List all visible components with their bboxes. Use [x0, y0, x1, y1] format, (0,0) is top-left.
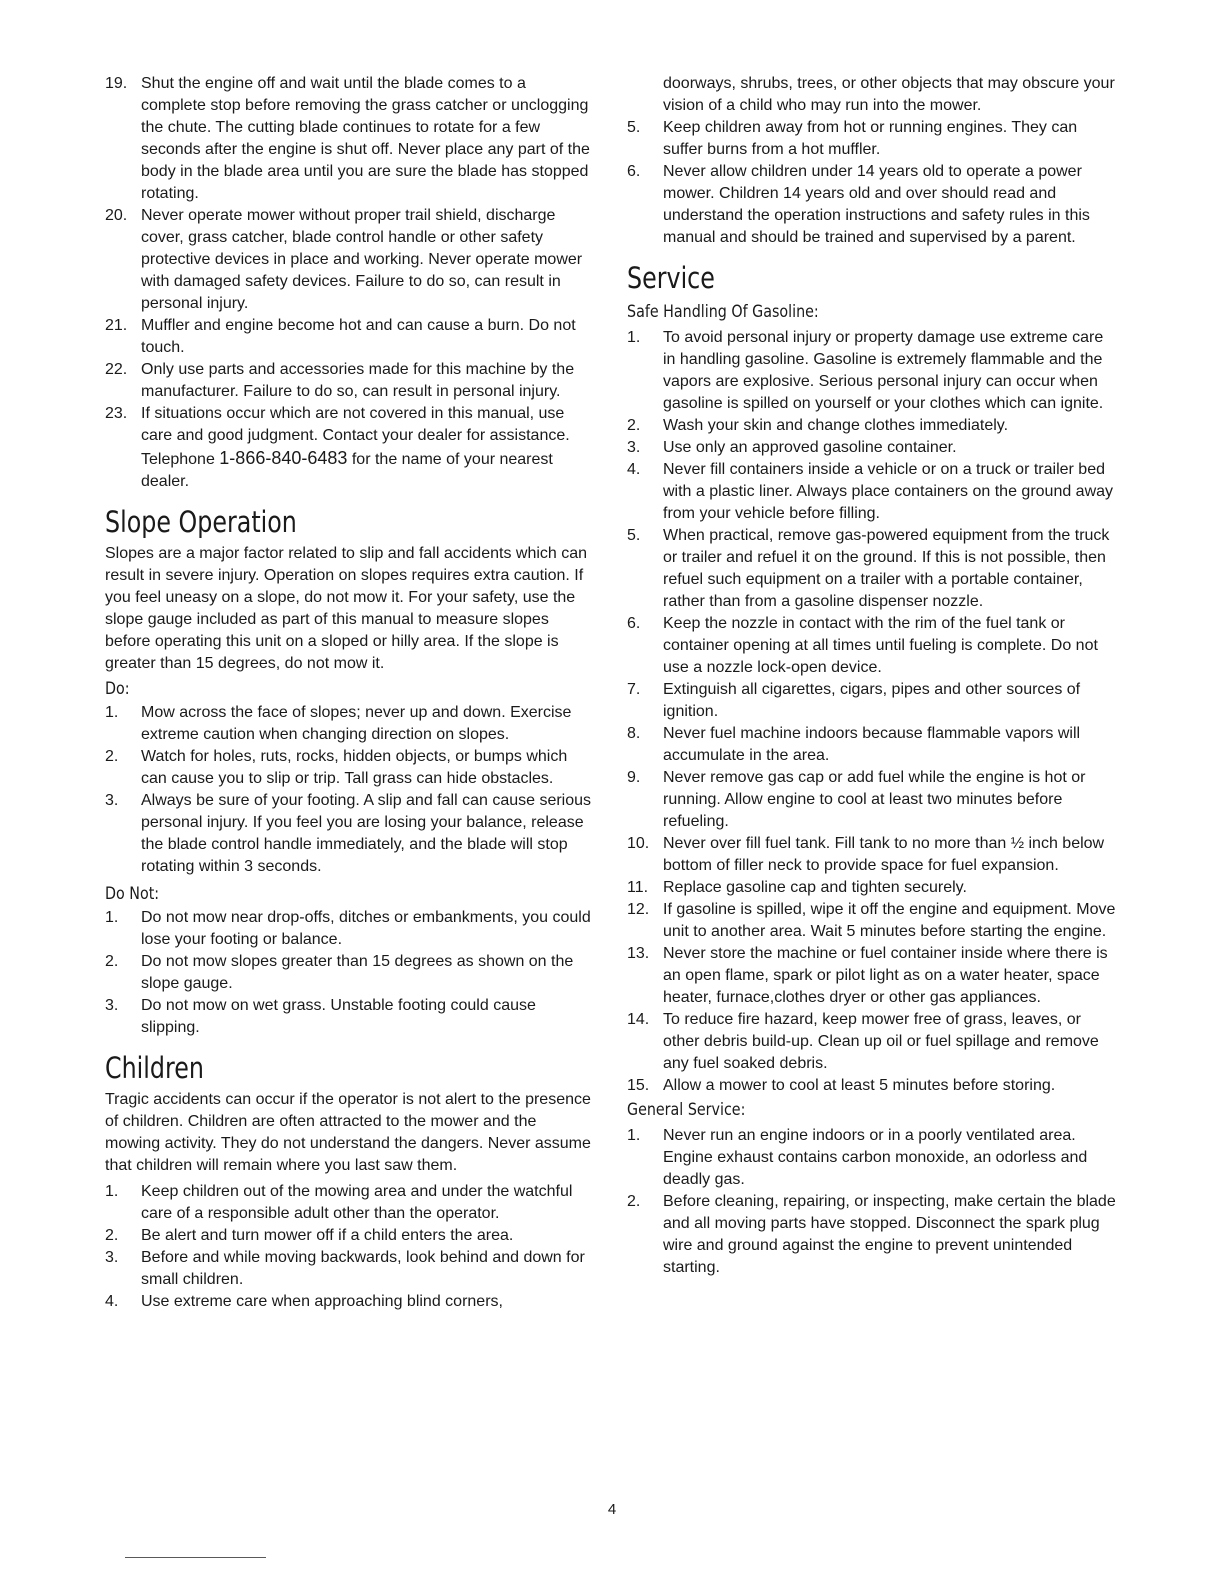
- service-heading: Service: [627, 261, 715, 295]
- list-item: [105, 73, 595, 205]
- item-number: 1.: [627, 329, 641, 346]
- item-text: Never remove gas cap or add fuel while the engine is hot or running. Allow engine to cool at least two minutes before refueling.: [663, 769, 1086, 830]
- item-number: 1.: [105, 1183, 119, 1200]
- list-item: [627, 833, 1117, 877]
- item-number: 2.: [105, 953, 119, 970]
- item-number: 12.: [627, 901, 650, 918]
- item-number: 22.: [105, 361, 128, 378]
- item-text: Keep children away from hot or running engines. They can suffer burns from a hot muffler.: [663, 119, 1078, 158]
- item-text: Never over fill fuel tank. Fill tank to no more than ½ inch below bottom of filler neck to provide space for fuel expansion.: [663, 835, 1105, 874]
- item-number: 6.: [627, 615, 641, 632]
- list-item: [105, 995, 595, 1039]
- list-item: [105, 790, 595, 878]
- item-text: Muffler and engine become hot and can cause a burn. Do not touch.: [141, 317, 576, 356]
- list-item: [105, 702, 595, 746]
- list-item: [627, 525, 1117, 613]
- item-text: Shut the engine off and wait until the blade comes to a complete stop before removing the grass catcher or unclogging the chute. The cutting blade continues to rotate for a few seconds after the engine is shut off. Never place any part of the body in the blade area until you are sure the blade has stopped rotating.: [141, 75, 590, 202]
- item-text: Do not mow slopes greater than 15 degrees as shown on the slope gauge.: [141, 953, 574, 992]
- list-item-continued: [627, 73, 1117, 117]
- list-item: [627, 1191, 1117, 1279]
- item-text: Before and while moving backwards, look behind and down for small children.: [141, 1249, 585, 1288]
- slope-do-list: [105, 702, 595, 878]
- list-item-dealer-contact: [105, 403, 595, 493]
- item-text: doorways, shrubs, trees, or other objects that may obscure your vision of a child who may run into the mower.: [663, 75, 1115, 114]
- item-number: 2.: [627, 1193, 641, 1210]
- item-number: 1.: [627, 1127, 641, 1144]
- list-item: [627, 877, 1117, 899]
- list-item: [105, 205, 595, 315]
- item-text: Never fuel machine indoors because flammable vapors will accumulate in the area.: [663, 725, 1081, 764]
- item-number: 13.: [627, 945, 650, 962]
- list-item: [627, 1075, 1117, 1097]
- item-number: 10.: [627, 835, 650, 852]
- item-text: Never allow children under 14 years old to operate a power mower. Children 14 years old and over should read and understand the operation instructions and safety rules in this manual and should be trained and supervised by a parent.: [663, 163, 1090, 246]
- item-number: 2.: [105, 1227, 119, 1244]
- do-subheading: Do:: [105, 679, 130, 699]
- gasoline-list: [627, 327, 1117, 1097]
- item-number: 3.: [105, 1249, 119, 1266]
- item-text: Replace gasoline cap and tighten securely.: [663, 879, 967, 896]
- item-number: 19.: [105, 75, 128, 92]
- item-text: Extinguish all cigarettes, cigars, pipes and other sources of ignition.: [663, 681, 1081, 720]
- list-item: [627, 1125, 1117, 1191]
- item-text: Mow across the face of slopes; never up and down. Exercise extreme caution when changing direction on slopes.: [141, 704, 572, 743]
- dealer-phone-number: 1-866-840-6483: [219, 448, 348, 468]
- item-text: Only use parts and accessories made for this machine by the manufacturer. Failure to do so, can result in personal injury.: [141, 361, 575, 400]
- item-text: When practical, remove gas-powered equipment from the truck or trailer and refuel it on the ground. If this is not possible, then refuel such equipment on a trailer with a portable container, rather than from a gasoline dispenser nozzle.: [663, 527, 1110, 610]
- list-item: [105, 1225, 595, 1247]
- item-number: 1.: [105, 704, 119, 721]
- list-item: [627, 459, 1117, 525]
- slope-intro-paragraph: Slopes are a major factor related to slip and fall accidents which can result in severe injury. Operation on slopes requires extra caution. If you feel uneasy on a slope, do not mow it. For your safety, use the slope gauge included as part of this manual to measure slopes before operating this unit on a sloped or hilly area. If the slope is greater than 15 degrees, do not mow it.: [105, 545, 588, 672]
- item-number: 6.: [627, 163, 641, 180]
- item-number: 3.: [105, 792, 119, 809]
- list-item: [627, 767, 1117, 833]
- item-number: 2.: [627, 417, 641, 434]
- page-number: 4: [607, 1501, 617, 1518]
- item-text: Keep the nozzle in contact with the rim of the fuel tank or container opening at all times until fueling is complete. Do not use a nozzle lock-open device.: [663, 615, 1098, 676]
- safety-list-continued: [105, 73, 595, 493]
- item-text: Do not mow on wet grass. Unstable footing could cause slipping.: [141, 997, 536, 1036]
- item-text: Keep children out of the mowing area and under the watchful care of a responsible adult other than the operator.: [141, 1183, 573, 1222]
- item-number: 23.: [105, 405, 128, 422]
- item-number: 2.: [105, 748, 119, 765]
- item-number: 4.: [627, 461, 641, 478]
- list-item: [105, 1181, 595, 1225]
- item-number: 3.: [627, 439, 641, 456]
- list-item: [627, 437, 1117, 459]
- item-number: 14.: [627, 1011, 650, 1028]
- item-number: 9.: [627, 769, 641, 786]
- item-number: 8.: [627, 725, 641, 742]
- item-text: Use only an approved gasoline container.: [663, 439, 957, 456]
- list-item: [105, 359, 595, 403]
- item-text: [141, 403, 595, 493]
- item-number: 4.: [105, 1293, 119, 1310]
- item-text: If gasoline is spilled, wipe it off the engine and equipment. Move unit to another area. Wait 5 minutes before starting the engine.: [663, 901, 1116, 940]
- item-number: 11.: [627, 879, 649, 896]
- list-item: [627, 899, 1117, 943]
- item-text: Wash your skin and change clothes immediately.: [663, 417, 1009, 434]
- item-text-after: for the name of your nearest dealer.: [141, 451, 553, 490]
- general-service-list: [627, 1125, 1117, 1279]
- list-item: [627, 117, 1117, 161]
- slope-operation-heading: Slope Operation: [105, 505, 297, 539]
- item-text: Allow a mower to cool at least 5 minutes before storing.: [663, 1077, 1056, 1094]
- item-number: 3.: [105, 997, 119, 1014]
- footer-rule: [125, 1557, 266, 1558]
- item-text: Always be sure of your footing. A slip and fall can cause serious personal injury. If you feel you are losing your balance, release the blade control handle immediately, and the blade will stop rotating within 3 seconds.: [141, 792, 592, 875]
- item-text: To avoid personal injury or property damage use extreme care in handling gasoline. Gasoline is extremely flammable and the vapors are explosive. Serious personal injury can occur when gasoline is spilled on yourself or your clothes which can ignite.: [663, 329, 1104, 412]
- item-text: Before cleaning, repairing, or inspecting, make certain the blade and all moving parts have stopped. Disconnect the spark plug wire and ground against the engine to prevent unintended starting.: [663, 1193, 1116, 1276]
- item-number: 1.: [105, 909, 119, 926]
- list-item: [627, 613, 1117, 679]
- item-text: Use extreme care when approaching blind corners,: [141, 1293, 503, 1310]
- item-number: 5.: [627, 119, 641, 136]
- children-heading: Children: [105, 1051, 204, 1085]
- children-intro-paragraph: Tragic accidents can occur if the operator is not alert to the presence of children. Children are often attracted to the mower and the mowing activity. They do not understand the dangers. Never assume that children will remain where you last saw them.: [105, 1091, 591, 1174]
- gasoline-subheading: Safe Handling Of Gasoline:: [627, 302, 819, 322]
- children-list: [105, 1181, 595, 1313]
- list-item: [627, 327, 1117, 415]
- do-not-subheading: Do Not:: [105, 884, 160, 904]
- item-text: Never fill containers inside a vehicle or on a truck or trailer bed with a plastic liner. Always place containers on the ground away from your vehicle before filling.: [663, 461, 1114, 522]
- item-number: 20.: [105, 207, 128, 224]
- list-item: [105, 1247, 595, 1291]
- item-number: 21.: [105, 317, 128, 334]
- item-text: Never operate mower without proper trail shield, discharge cover, grass catcher, blade control handle or other safety protective devices in place and working. Never operate mower with damaged safety devices. Failure to do so, can result in personal injury.: [141, 207, 583, 312]
- list-item: [105, 1291, 595, 1313]
- list-item: [627, 161, 1117, 249]
- list-item: [105, 746, 595, 790]
- item-text: Watch for holes, ruts, rocks, hidden objects, or bumps which can cause you to slip or trip. Tall grass can hide obstacles.: [141, 748, 568, 787]
- list-item: [627, 679, 1117, 723]
- list-item: [627, 943, 1117, 1009]
- list-item: [105, 315, 595, 359]
- item-text: To reduce fire hazard, keep mower free of grass, leaves, or other debris build-up. Clean up oil or fuel spillage and remove any fuel soaked debris.: [663, 1011, 1099, 1072]
- left-column: [105, 73, 595, 1313]
- children-list-continued: [627, 117, 1117, 249]
- general-service-subheading: General Service:: [627, 1100, 746, 1120]
- list-item: [627, 1009, 1117, 1075]
- list-item: [105, 907, 595, 951]
- slope-do-not-list: [105, 907, 595, 1039]
- item-number: 15.: [627, 1077, 650, 1094]
- item-number: 7.: [627, 681, 641, 698]
- list-item: [627, 723, 1117, 767]
- list-item: [627, 415, 1117, 437]
- item-text: Do not mow near drop-offs, ditches or embankments, you could lose your footing or balance.: [141, 909, 591, 948]
- list-item: [105, 951, 595, 995]
- item-text: Never store the machine or fuel container inside where there is an open flame, spark or pilot light as on a water heater, space heater, furnace,clothes dryer or other gas appliances.: [663, 945, 1108, 1006]
- item-text: Be alert and turn mower off if a child enters the area.: [141, 1227, 514, 1244]
- item-text-before: If situations occur which are not covered in this manual, use care and good judgment. Contact your dealer for assistance. Telephone: [141, 405, 570, 468]
- right-column: [627, 73, 1117, 1279]
- item-number: 5.: [627, 527, 641, 544]
- item-text: Never run an engine indoors or in a poorly ventilated area. Engine exhaust contains carbon monoxide, an odorless and deadly gas.: [663, 1127, 1088, 1188]
